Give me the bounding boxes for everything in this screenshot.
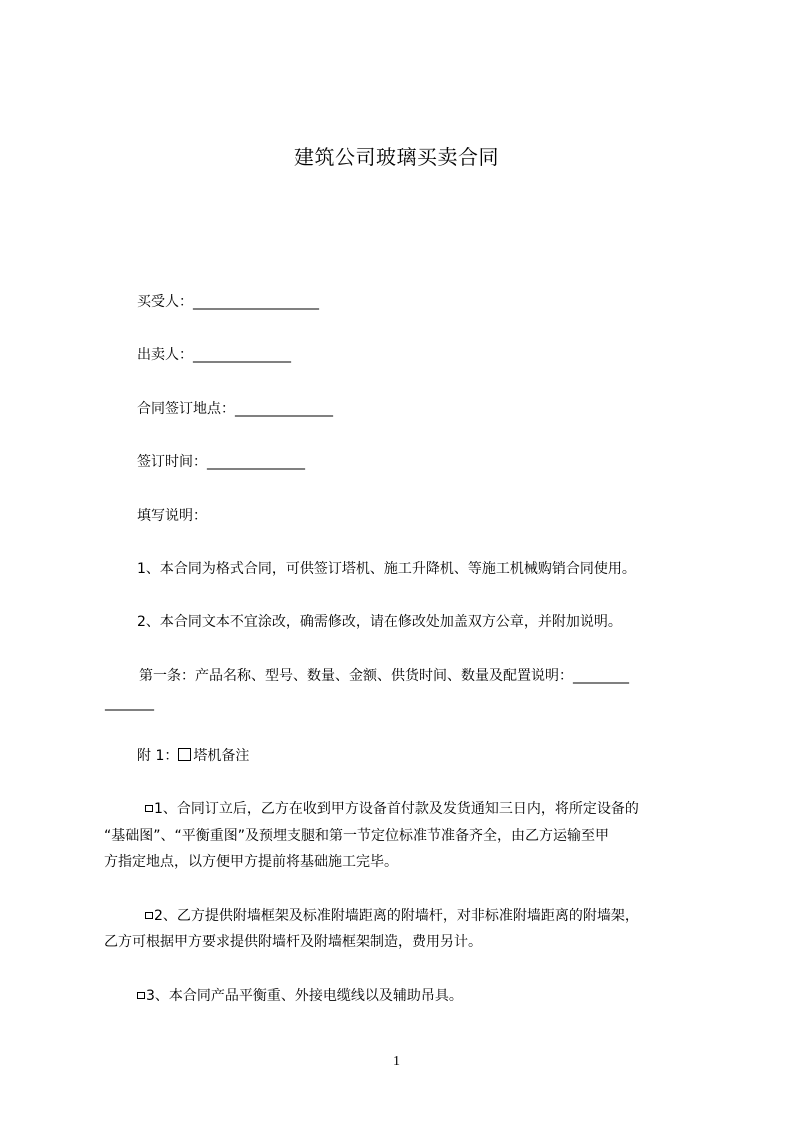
clause-1-line-3: 方指定地点，以方便甲方提前将基础施工完毕。 <box>104 854 398 870</box>
instructions-heading: 填写说明： <box>137 508 207 524</box>
bullet-square-icon <box>145 912 153 919</box>
clause-1-line-2: “基础图”、“平衡重图”及预埋支腿和第一节定位标准节准备齐全，由乙方运输至甲 <box>104 828 610 844</box>
instruction-item-2: 2、本合同文本不宜涂改，确需修改，请在修改处加盖双方公章，并附加说明。 <box>137 614 622 630</box>
seller-field: 出卖人：______________ <box>137 347 291 363</box>
article-1-line-1: 第一条：产品名称、型号、数量、金额、供货时间、数量及配置说明：________ <box>139 668 629 684</box>
clause-2-text: 2、乙方提供附墙框架及标准附墙距离的附墙杆，对非标准附墙距离的附墙架， <box>154 908 639 924</box>
appendix-prefix: 附 1： <box>137 748 179 764</box>
clause-3 <box>137 986 463 1006</box>
buyer-field: 买受人：__________________ <box>137 294 319 310</box>
instruction-item-1: 1、本合同为格式合同，可供签订塔机、施工升降机、等施工机械购销合同使用。 <box>137 561 636 577</box>
document-title: 建筑公司玻璃买卖合同 <box>294 145 499 169</box>
signing-location-field: 合同签订地点：______________ <box>137 401 333 417</box>
clause-2-line-1 <box>145 906 639 926</box>
clause-2-line-2: 乙方可根据甲方要求提供附墙杆及附墙框架制造，费用另计。 <box>104 934 482 950</box>
clause-3-text: 3、本合同产品平衡重、外接电缆线以及辅助吊具。 <box>146 988 463 1004</box>
appendix-label: 塔机备注 <box>193 748 250 764</box>
appendix-heading <box>137 746 249 766</box>
bullet-square-icon <box>137 992 145 999</box>
clause-1-line-1 <box>145 799 639 819</box>
article-1-line-2: _______ <box>105 695 154 711</box>
clause-1-text: 1、合同订立后，乙方在收到甲方设备首付款及发货通知三日内，将所定设备的 <box>154 801 639 817</box>
bullet-square-icon <box>145 805 153 812</box>
page-number: 1 <box>393 1054 400 1069</box>
signing-time-field: 签订时间：______________ <box>137 454 305 470</box>
checkbox-icon <box>178 748 191 761</box>
